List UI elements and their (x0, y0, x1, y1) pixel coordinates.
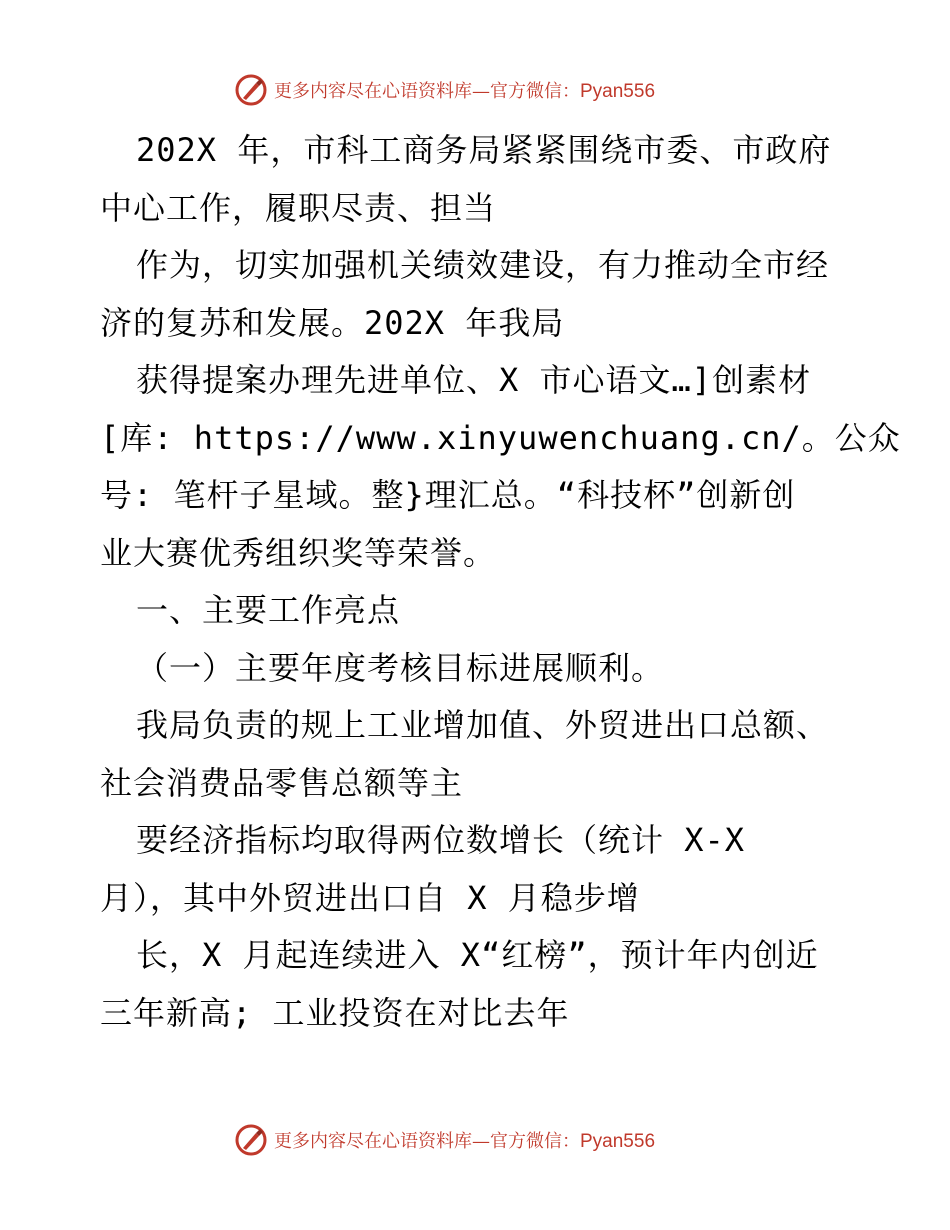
watermark-text: 更多内容尽在心语资料库—官方微信：Pyan556 (274, 81, 656, 102)
text-line: [库: https://www.xinyuwenchuang.cn/。公众 (100, 418, 901, 457)
watermark-footer (234, 1122, 655, 1158)
text-line: 业大赛优秀组织奖等荣誉。 (100, 533, 497, 572)
text-line: 社会消费品零售总额等主 (100, 763, 464, 802)
pen-logo-icon (234, 1123, 268, 1157)
text-line: 长，X 月起连续进入 X“红榜”，预计年内创近 (136, 936, 819, 974)
text-line: 要经济指标均取得两位数增长（统计 X-X (136, 821, 746, 859)
text-line: 济的复苏和发展。202X 年我局 (100, 303, 565, 342)
pen-logo-icon (234, 73, 268, 107)
text-line: 三年新高; 工业投资在对比去年 (100, 993, 570, 1032)
text-line: 月），其中外贸进出口自 X 月稳步增 (100, 878, 640, 917)
text-line: 一、主要工作亮点 (136, 591, 401, 629)
text-line: 作为，切实加强机关绩效建设，有力推动全市经 (136, 246, 830, 284)
text-line: （一）主要年度考核目标进展顺利。 (136, 648, 665, 687)
text-line: 获得提案办理先进单位、X 市心语文…]创素材 (136, 361, 812, 399)
watermark-text: 更多内容尽在心语资料库—官方微信：Pyan556 (274, 1131, 656, 1152)
watermark-header (234, 72, 655, 108)
document-body (100, 122, 901, 1042)
text-line: 我局负责的规上工业增加值、外贸进出口总额、 (136, 706, 830, 744)
text-line: 202X 年，市科工商务局紧紧围绕市委、市政府 (136, 131, 832, 169)
text-line: 号: 笔杆子星域。整}理汇总。“科技杯”创新创 (100, 476, 796, 514)
text-line: 中心工作，履职尽责、担当 (100, 188, 497, 227)
